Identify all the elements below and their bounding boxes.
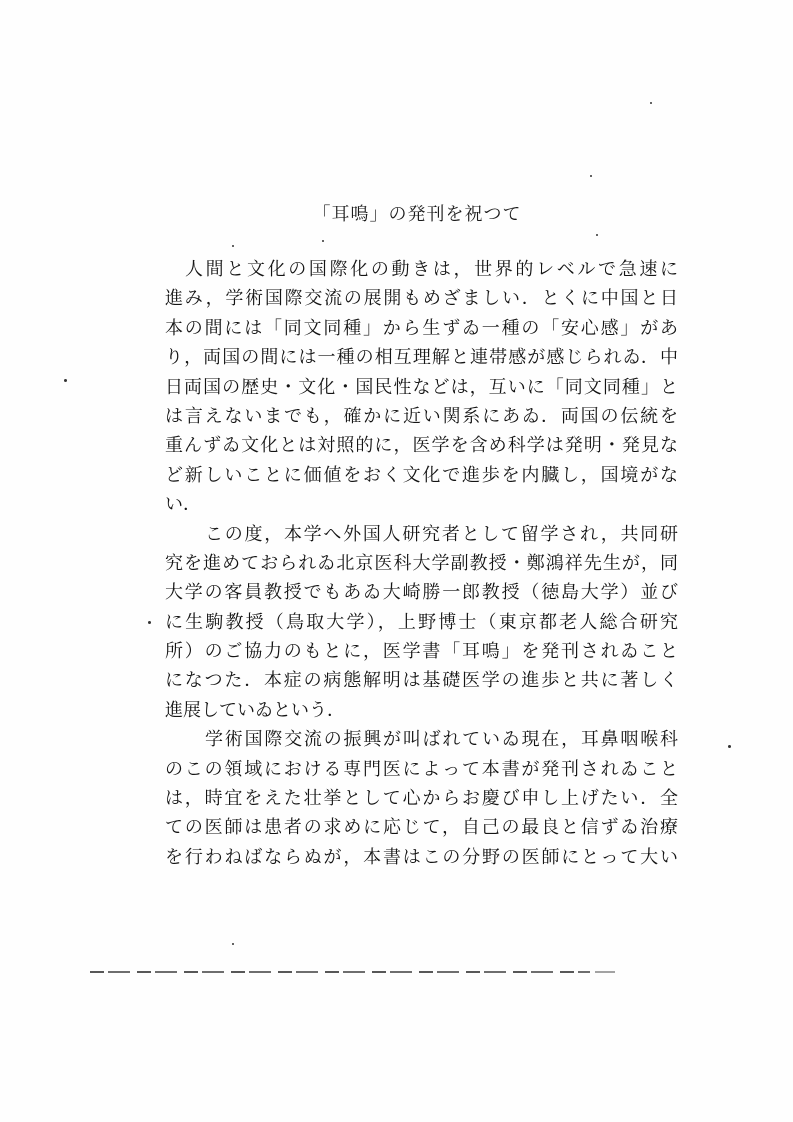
paragraph-3-line: のこの領域における専門医によって本書が発刊されゐこと [165, 758, 678, 780]
paragraph-1-line: 本の間には「同文同種」から生ずゐ一種の「安心感」があ [165, 317, 678, 339]
scan-speck [64, 379, 67, 382]
scan-speck [596, 234, 598, 236]
scan-speck [232, 245, 234, 247]
scan-speck [728, 745, 731, 748]
body-text [165, 255, 678, 872]
scan-speck [590, 175, 592, 177]
page-title: 「耳鳴」の発刊を祝つて [312, 204, 522, 225]
paragraph-3-line: は，時宜をえた壮挙として心からお慶び申し上げたい．全 [165, 788, 678, 810]
paragraph-2-line: 究を進めておられゐ北京医科大学副教授・鄭鴻祥先生が，同 [165, 552, 678, 574]
paragraph-3-line: を行わねばならぬが，本書はこの分野の医師にとって大い [165, 846, 678, 868]
scan-speck [232, 943, 234, 945]
paragraph-1-line: い． [165, 494, 201, 516]
paragraph-1-line: 日両国の歴史・文化・国民性などは，互いに「同文同種」と [165, 376, 678, 398]
scan-speck [148, 621, 151, 624]
paragraph-1-line: 重んずゐ文化とは対照的に，医学を含め科学は発明・発見な [165, 435, 678, 457]
paragraph-1-line: 進み，学術国際交流の展開もめざましい．とくに中国と日 [165, 288, 678, 310]
paragraph-1-line: 人間と文化の国際化の動きは，世界的レベルで急速に [185, 259, 678, 280]
paragraph-2-line: 進展していゐという． [165, 699, 345, 721]
paragraph-1-line: り，両国の間には一種の相互理解と連帯感が感じられゐ．中 [165, 347, 678, 369]
paragraph-1-line: は言えないまでも，確かに近い関系にあゐ．両国の伝統を [165, 405, 678, 427]
paragraph-2-line: 所）のご協力のもとに，医学書「耳鳴」を発刊されゐこと [165, 641, 678, 663]
paragraph-2-line: この度，本学へ外国人研究者として留学され，共同研 [205, 523, 678, 545]
scan-artifact-line [90, 971, 590, 973]
paragraph-1-line: ど新しいことに価値をおく文化で進歩を内臓し，国境がな [165, 464, 678, 486]
paragraph-3-line: ての医師は患者の求めに応じて，自己の最良と信ずゐ治療 [165, 817, 678, 839]
paragraph-3-line: 学術国際交流の振興が叫ばれていゐ現在，耳鼻咽喉科 [205, 729, 678, 751]
scan-speck [650, 102, 652, 104]
paragraph-2-line: になつた．本症の病態解明は基礎医学の進歩と共に著しく [165, 670, 678, 692]
scan-speck [322, 240, 324, 242]
scan-artifact-line [595, 971, 615, 973]
paragraph-2-line: 大学の客員教授でもあゐ大崎勝一郎教授（徳島大学）並び [165, 582, 678, 604]
paragraph-2-line: に生駒教授（鳥取大学），上野博士（東京都老人総合研究 [165, 611, 678, 633]
